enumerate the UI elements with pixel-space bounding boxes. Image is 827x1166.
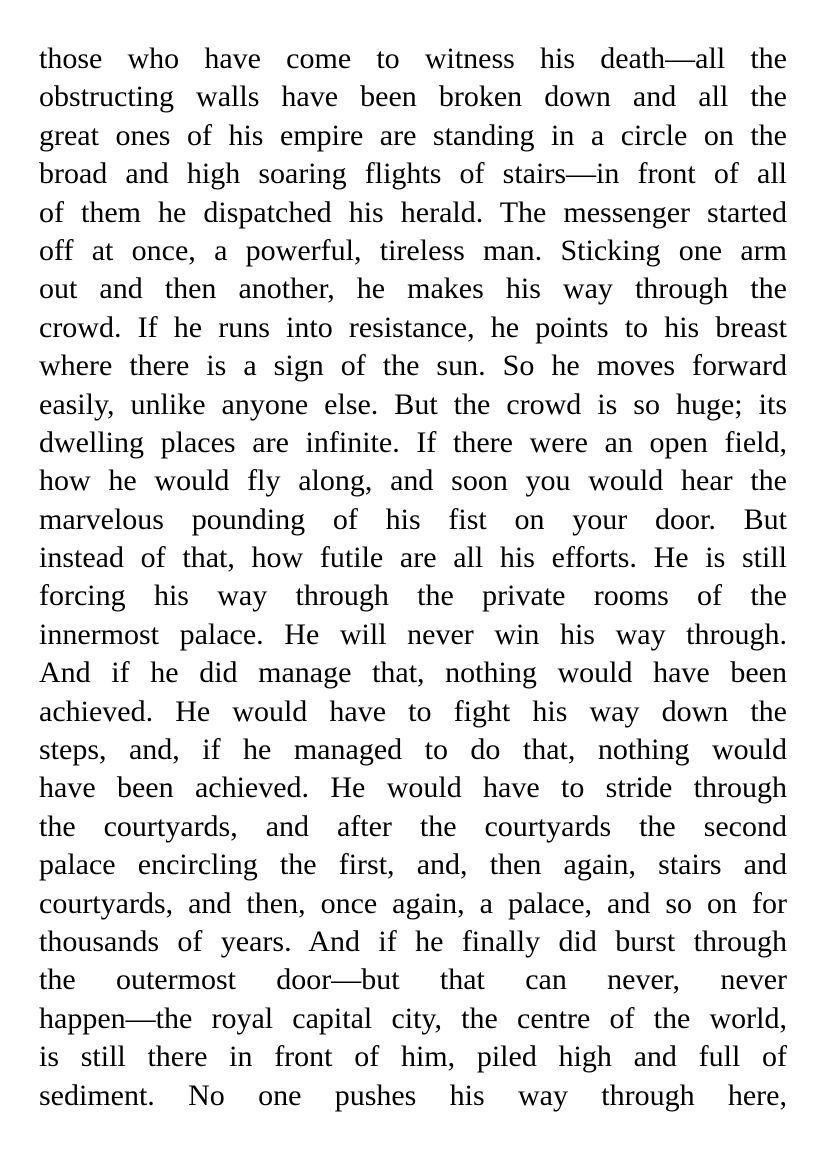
text-line: innermost palace. He will never win his way through.: [39, 617, 787, 651]
text-line: happen—the royal capital city, the centre of the world,: [39, 1001, 787, 1035]
text-line: courtyards, and then, once again, a palace, and so on for: [39, 886, 787, 920]
text-line: those who have come to witness his death—all the: [39, 42, 787, 75]
text-line: palace encircling the first, and, then again, stairs and: [39, 848, 787, 882]
text-line: dwelling places are infinite. If there were an open field,: [39, 425, 787, 459]
text-line: forcing his way through the private rooms of the: [39, 579, 787, 613]
text-line: thousands of years. And if he finally did burst through: [39, 924, 787, 958]
text-line: crowd. If he runs into resistance, he points to his breast: [39, 310, 787, 344]
text-line: achieved. He would have to fight his way down the: [39, 694, 787, 728]
text-line: out and then another, he makes his way through the: [39, 272, 787, 306]
text-line: instead of that, how futile are all his efforts. He is still: [39, 541, 787, 575]
text-line: obstructing walls have been broken down and all the: [39, 80, 787, 114]
document-page: [39, 40, 787, 1115]
text-line: sediment. No one pushes his way through here,: [39, 1078, 787, 1112]
text-line: how he would fly along, and soon you would hear the: [39, 464, 787, 498]
text-line: the courtyards, and after the courtyards the second: [39, 809, 787, 843]
text-line: of them he dispatched his herald. The messenger started: [39, 195, 787, 229]
body-paragraph: [39, 40, 787, 1115]
text-line: And if he did manage that, nothing would have been: [39, 656, 787, 690]
text-line: is still there in front of him, piled high and full of: [39, 1040, 787, 1074]
text-line: easily, unlike anyone else. But the crowd is so huge; its: [39, 387, 787, 421]
text-line: where there is a sign of the sun. So he moves forward: [39, 349, 787, 383]
text-line: broad and high soaring flights of stairs—in front of all: [39, 157, 787, 191]
text-line: have been achieved. He would have to stride through: [39, 771, 787, 805]
text-line: the outermost door—but that can never, never: [39, 963, 787, 997]
text-line: steps, and, if he managed to do that, nothing would: [39, 733, 787, 767]
text-line: off at once, a powerful, tireless man. Sticking one arm: [39, 233, 787, 267]
text-line: marvelous pounding of his fist on your door. But: [39, 502, 787, 536]
text-line: great ones of his empire are standing in a circle on the: [39, 118, 787, 152]
